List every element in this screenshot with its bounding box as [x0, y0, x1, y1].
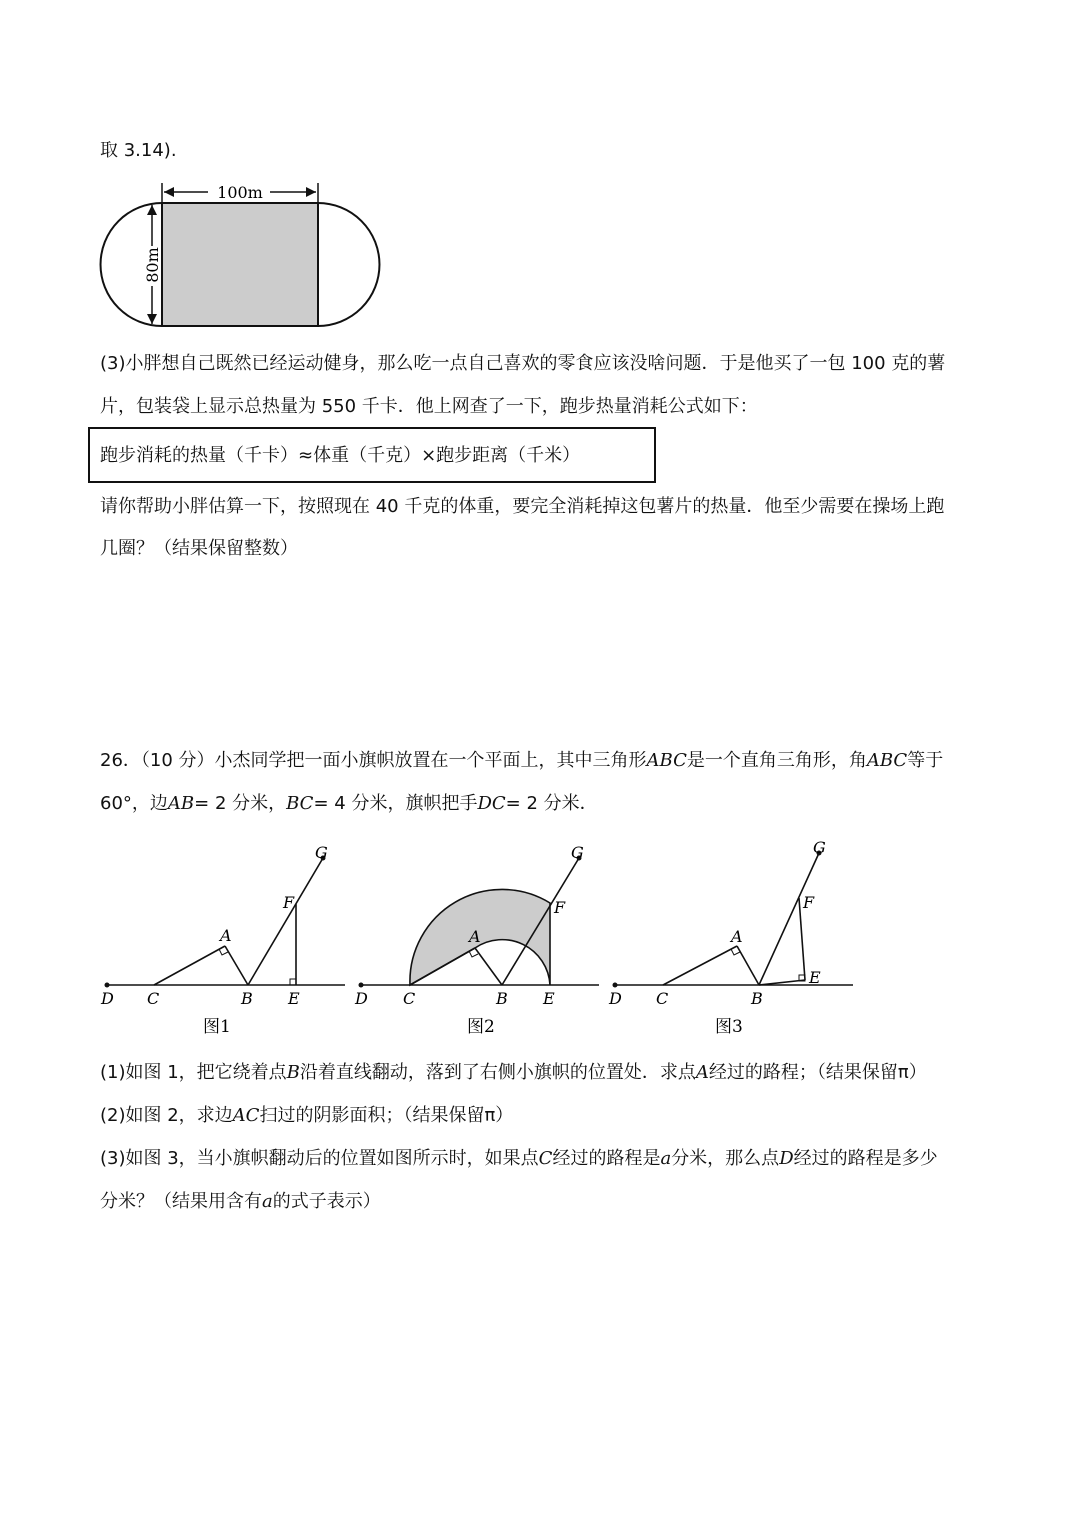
track-right-arc [318, 203, 379, 326]
height-label: 80m [143, 247, 162, 283]
fig2-label-F: F [554, 898, 566, 917]
fig1-label-B: B [241, 989, 253, 1008]
subq-3-line1: (3)如图 3，当小旗帜翻动后的位置如图所示时，如果点C经过的路程是a分米，那么点D经过的路程是多少 [100, 1148, 938, 1169]
fig1-label-C: C [147, 989, 160, 1008]
fig1-label-F: F [283, 893, 295, 912]
track-inner-rect [162, 203, 318, 326]
fig2-label-B: B [496, 989, 508, 1008]
fig2-label-D: D [355, 989, 368, 1008]
fig3-label-E: E [809, 968, 821, 987]
q3-line3: 请你帮助小胖估算一下，按照现在 40 千克的体重，要完全消耗掉这包薯片的热量．他至少需要在操场上跑 [100, 496, 945, 517]
subq-3-line2: 分米？（结果用含有a的式子表示） [100, 1191, 381, 1212]
caption-fig3: 图3 [715, 1017, 743, 1037]
formula-box [88, 427, 656, 483]
fig3-label-C: C [656, 989, 669, 1008]
p26-line1: 26．（10 分）小杰同学把一面小旗帜放置在一个平面上，其中三角形ABC是一个直角三角形，角ABC等于 [100, 750, 944, 771]
width-label: 100m [217, 183, 263, 202]
fig2-label-C: C [403, 989, 416, 1008]
q3-line1: (3)小胖想自己既然已经运动健身，那么吃一点自己喜欢的零食应该没啥问题．于是他买了一包 100 克的薯 [100, 353, 946, 374]
fig3-label-G: G [813, 838, 826, 857]
q3-line4: 几圈？（结果保留整数） [100, 538, 298, 559]
fig1-label-D: D [101, 989, 114, 1008]
fig2-label-A: A [469, 927, 481, 946]
flag-figures [95, 838, 865, 1043]
formula-text: 跑步消耗的热量（千卡）≈体重（千克）×跑步距离（千米） [100, 445, 581, 466]
caption-fig2: 图2 [467, 1017, 495, 1037]
subq-2: (2)如图 2，求边AC扫过的阴影面积；（结果保留π） [100, 1105, 514, 1126]
figure-1 [100, 843, 345, 1008]
fig3-label-B: B [751, 989, 763, 1008]
p26-line2: 60°，边AB= 2 分米，BC= 4 分米，旗帜把手DC= 2 分米． [100, 793, 598, 814]
fig3-label-A: A [731, 927, 743, 946]
intro-line: 取 3.14). [100, 140, 177, 161]
track-figure [90, 178, 390, 333]
fig1-label-G: G [315, 843, 328, 862]
caption-fig1: 图1 [203, 1017, 231, 1037]
subq-1: (1)如图 1，把它绕着点B沿着直线翻动，落到了右侧小旗帜的位置处．求点A经过的路程；（结果保留π） [100, 1062, 927, 1083]
figure-3 [608, 838, 853, 1008]
fig2-label-E: E [543, 989, 555, 1008]
fig2-label-G: G [571, 843, 584, 862]
fig3-label-F: F [803, 893, 815, 912]
figure-2 [354, 843, 599, 1008]
fig1-label-A: A [220, 926, 232, 945]
fig3-label-D: D [609, 989, 622, 1008]
q3-line2: 片，包装袋上显示总热量为 550 千卡．他上网查了一下，跑步热量消耗公式如下： [100, 396, 758, 417]
fig1-label-E: E [288, 989, 300, 1008]
